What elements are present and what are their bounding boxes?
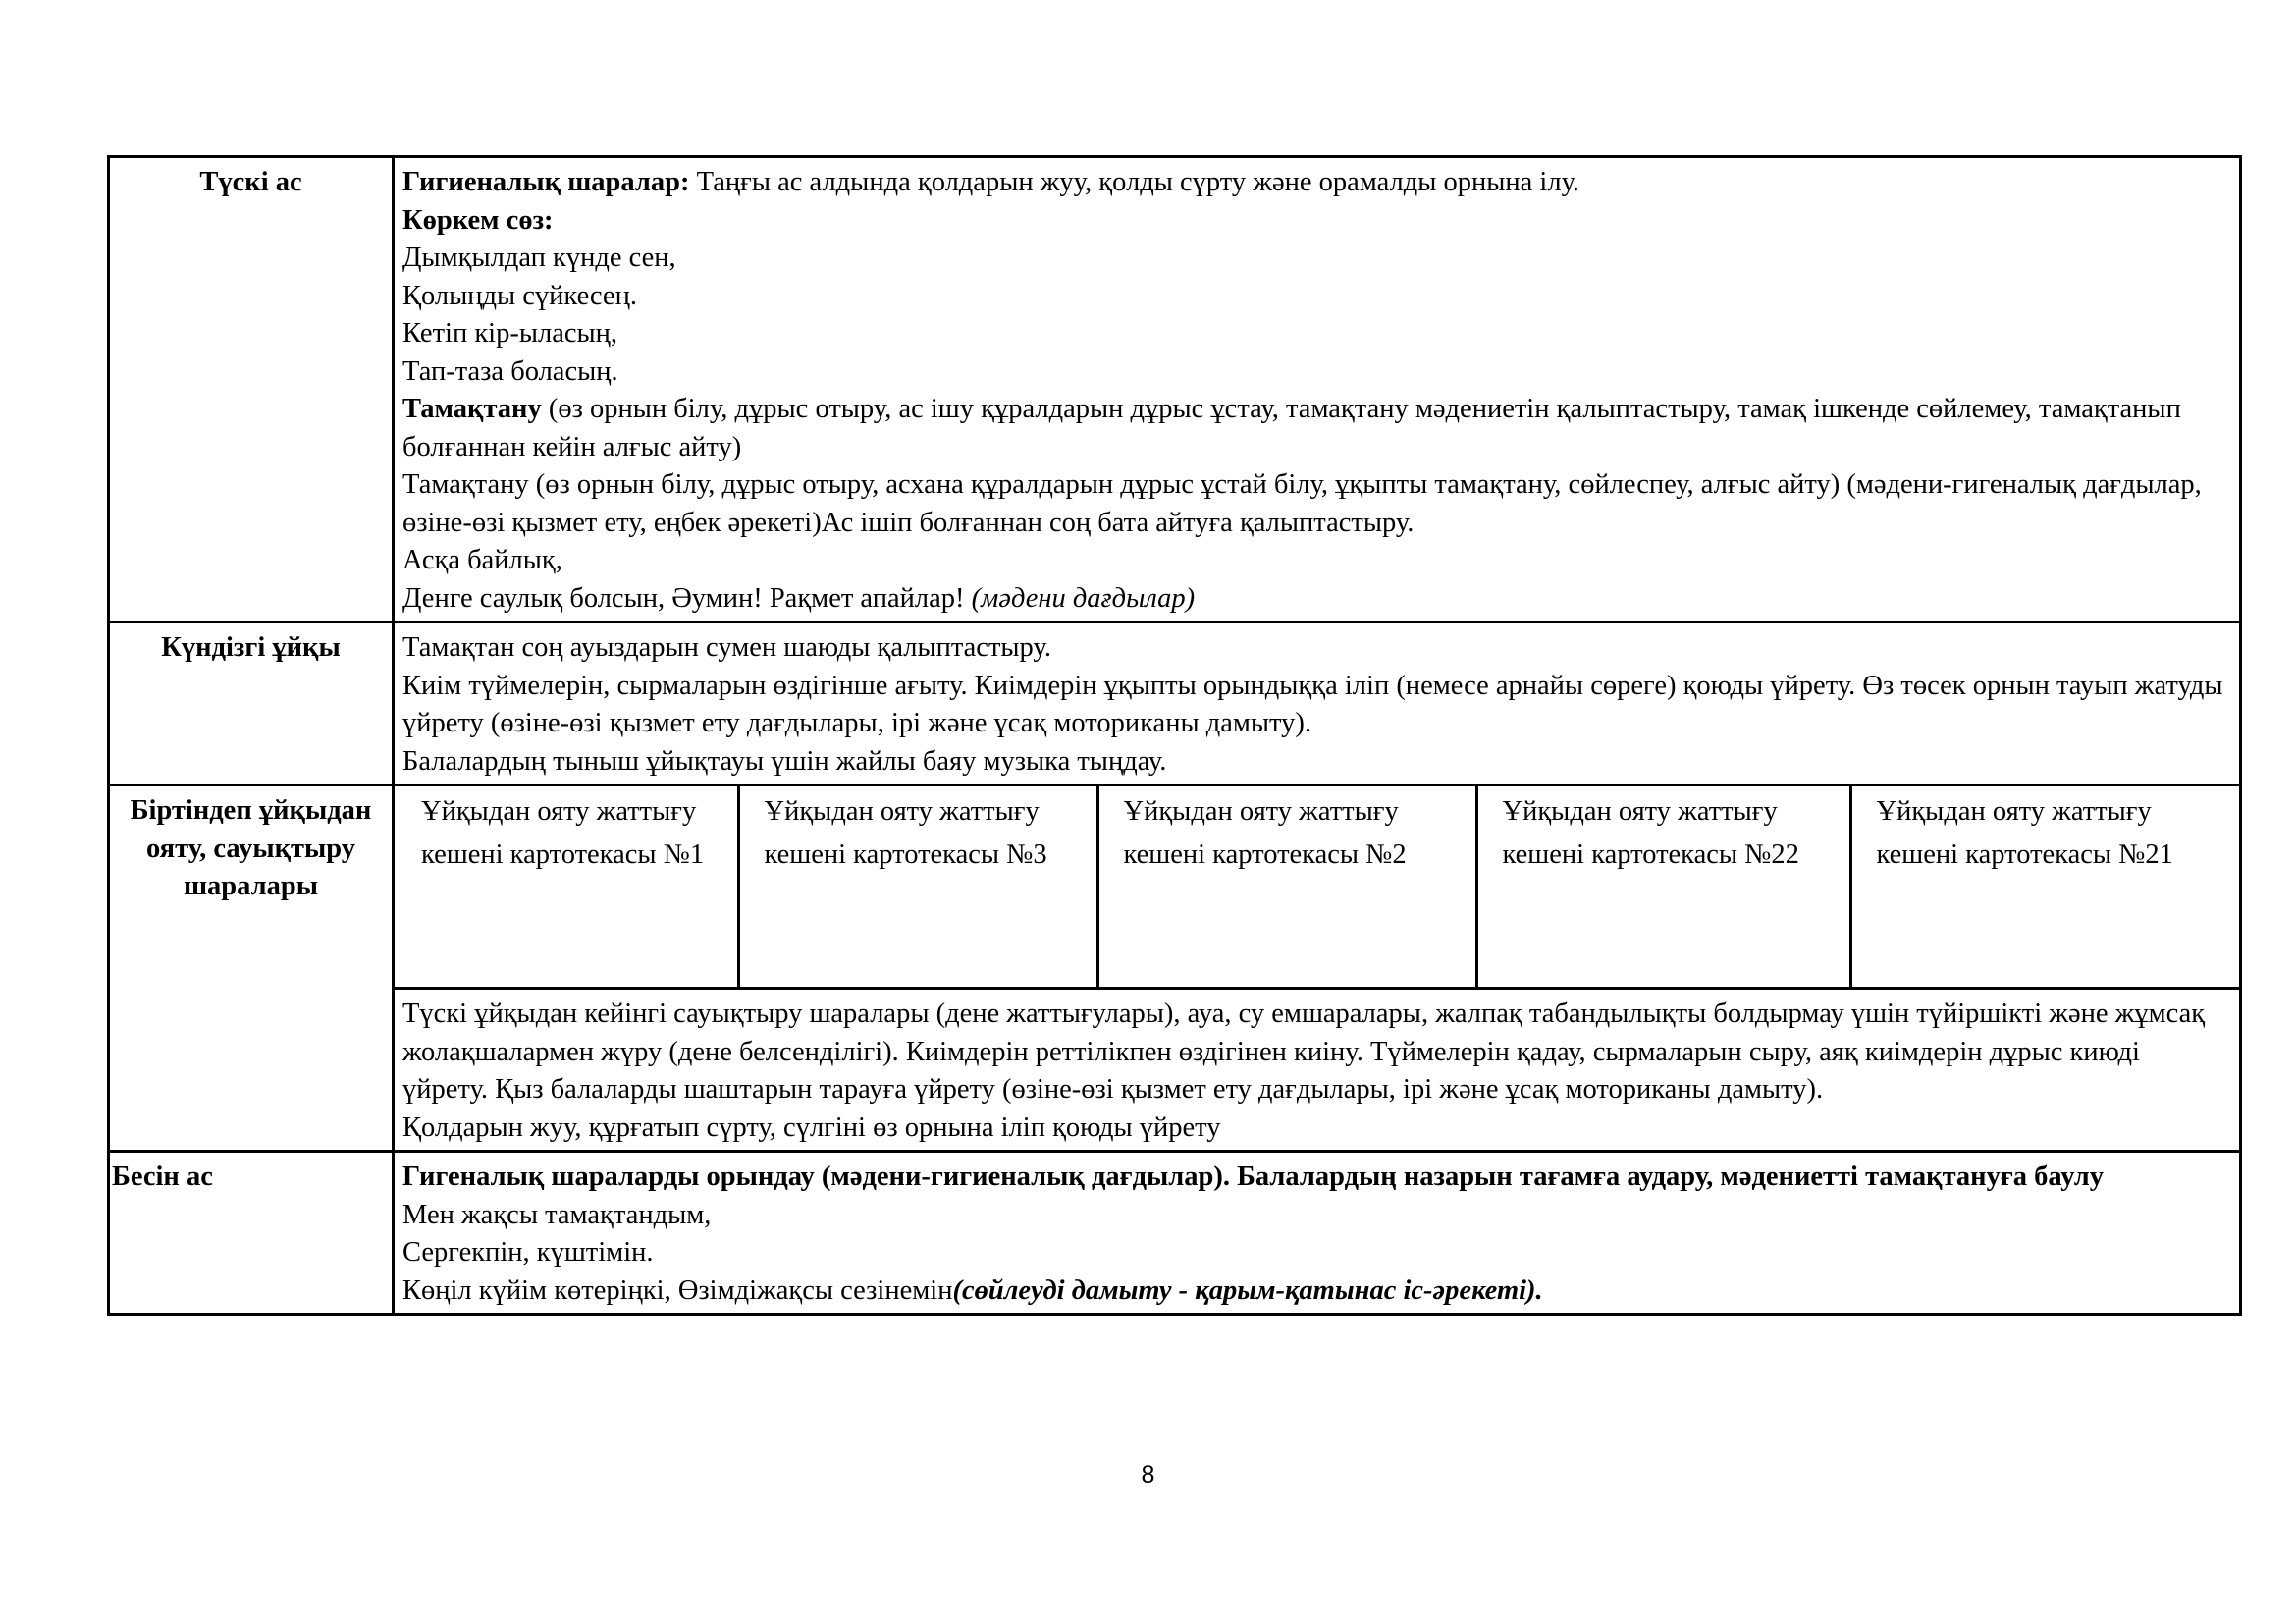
nap-line: Киім түймелерін, сырмаларын өздігінше ағыту. Киімдерін ұқыпты орындыққа іліп (немесе арнайы сөреге) қоюды үйрету. Өз төсек орнын тауып жатуды үйрету (өзіне-өзі қызмет ету дағдылары, ірі және ұсақ моториканы дамыту).	[402, 670, 2223, 738]
poem-title: Көркем сөз:	[402, 204, 554, 236]
lunch-label: Түскі ас	[109, 157, 394, 623]
poem-line: Кетіп кір-ыласың,	[402, 318, 618, 349]
lunch-content	[394, 157, 2241, 623]
cards-table	[395, 786, 2239, 987]
row-wakeup	[109, 785, 2241, 989]
card-1: Ұйқыдан ояту жаттығу кешені картотекасы №1	[421, 796, 705, 870]
snack-line: Мен жақсы тамақтандым,	[402, 1199, 712, 1230]
eating-title: Тамақтану	[402, 394, 542, 424]
card-2: Ұйқыдан ояту жаттығу кешені картотекасы №2	[1097, 786, 1476, 987]
eating-paragraph	[402, 391, 2231, 466]
row-snack	[109, 1152, 2241, 1315]
snack-line-note: (сөйлеуді дамыту - қарым-қатынас іс-әрекеті).	[952, 1274, 1543, 1306]
snack-title: Гигеналық шараларды орындау (мәдени-гигиеналық дағдылар). Балалардың назарын тағамға аудару, мәдениетті тамақтануға баулу	[402, 1162, 2104, 1192]
nap-line: Балалардың тыныш ұйықтауы үшін жайлы баяу музыка тыңдау.	[402, 745, 1167, 777]
hygiene-text: Таңғы ас алдында қолдарын жуу, қолды сүрту және орамалды орнына ілу.	[689, 167, 1580, 197]
wakeup-cards	[394, 785, 2241, 989]
row-nap	[109, 623, 2241, 785]
wakeup-text: Түскі ұйқыдан кейінгі сауықтыру шаралары (дене жаттығулары), ауа, су емшаралары, жалпақ табандылықты болдырмау үшін түйіршікті және жұмсақ жолақшалармен жүру (дене белсенділігі). Киімдерін реттілікпен өздігінен киіну. Түймелерін қадау, сырмаларын сыру, аяқ киімдерін дұрыс киюді үйрету. Қыз балаларды шаштарын тарауға үйрету (өзіне-өзі қызмет ету дағдылары, ірі және ұсақ моториканы дамыту).	[402, 999, 2206, 1105]
snack-label: Бесін ас	[109, 1152, 394, 1315]
row-wakeup-text	[109, 989, 2241, 1152]
poem-line: Қолыңды сүйкесең.	[402, 280, 637, 311]
wakeup-text-2: Қолдарын жуу, құрғатып сүрту, сүлгіні өз орнына іліп қоюды үйрету	[402, 1111, 1221, 1143]
card-3: Ұйқыдан ояту жаттығу кешені картотекасы №3	[738, 786, 1097, 987]
row-lunch	[109, 157, 2241, 623]
page-number: 8	[1141, 1461, 1155, 1489]
poem-line: Дымқылдап күнде сен,	[402, 243, 676, 273]
eating-paragraph-2: Тамақтану (өз орнын білу, дұрыс отыру, асхана құралдарын дұрыс ұстай білу, ұқыпты тамақтану, сөйлеспеу, алғыс айту) (мәдени-гигеналық дағдылар, өзіне-өзі қызмет ету, еңбек әрекеті)Ас ішіп болғаннан соң бата айтуға қалыптастыру.	[402, 469, 2202, 538]
poem-line: Тап-таза боласың.	[402, 355, 618, 387]
schedule-table	[107, 155, 2242, 1316]
snack-content	[394, 1152, 2241, 1315]
eating-text: (өз орнын білу, дұрыс отыру, ас ішу құралдарын дұрыс ұстау, тамақтану мәдениетін қалыптастыру, тамақ ішкенде сөйлемеу, тамақтанып болғаннан кейін алғыс айту)	[402, 394, 2181, 462]
hygiene-line	[402, 164, 2231, 202]
snack-line: Сергекпін, күштімін.	[402, 1237, 654, 1268]
blessing-line-2	[402, 580, 2231, 619]
hygiene-title: Гигиеналық шаралар:	[402, 167, 690, 197]
snack-line-text: Көңіл күйім көтеріңкі, Өзімдіжақсы сезінемін	[402, 1274, 953, 1306]
wakeup-label: Біртіндеп ұйқыдан ояту, сауықтыру шаралары	[109, 785, 394, 1152]
snack-line-3	[402, 1272, 2231, 1311]
blessing-line: Асқа байлық,	[402, 545, 562, 575]
blessing-note: (мәдени дағдылар)	[971, 582, 1196, 614]
nap-label: Күндізгі ұйқы	[109, 623, 394, 785]
wakeup-content	[394, 989, 2241, 1152]
nap-content	[394, 623, 2241, 785]
nap-line: Тамақтан соң ауыздарын сумен шаюды қалыптастыру.	[402, 632, 1051, 663]
blessing-text: Денге саулық болсын, Әумин! Рақмет апайлар!	[402, 582, 972, 614]
card-22: Ұйқыдан ояту жаттығу кешені картотекасы №22	[1476, 786, 1850, 987]
card-21: Ұйқыдан ояту жаттығу кешені картотекасы №21	[1850, 786, 2239, 987]
